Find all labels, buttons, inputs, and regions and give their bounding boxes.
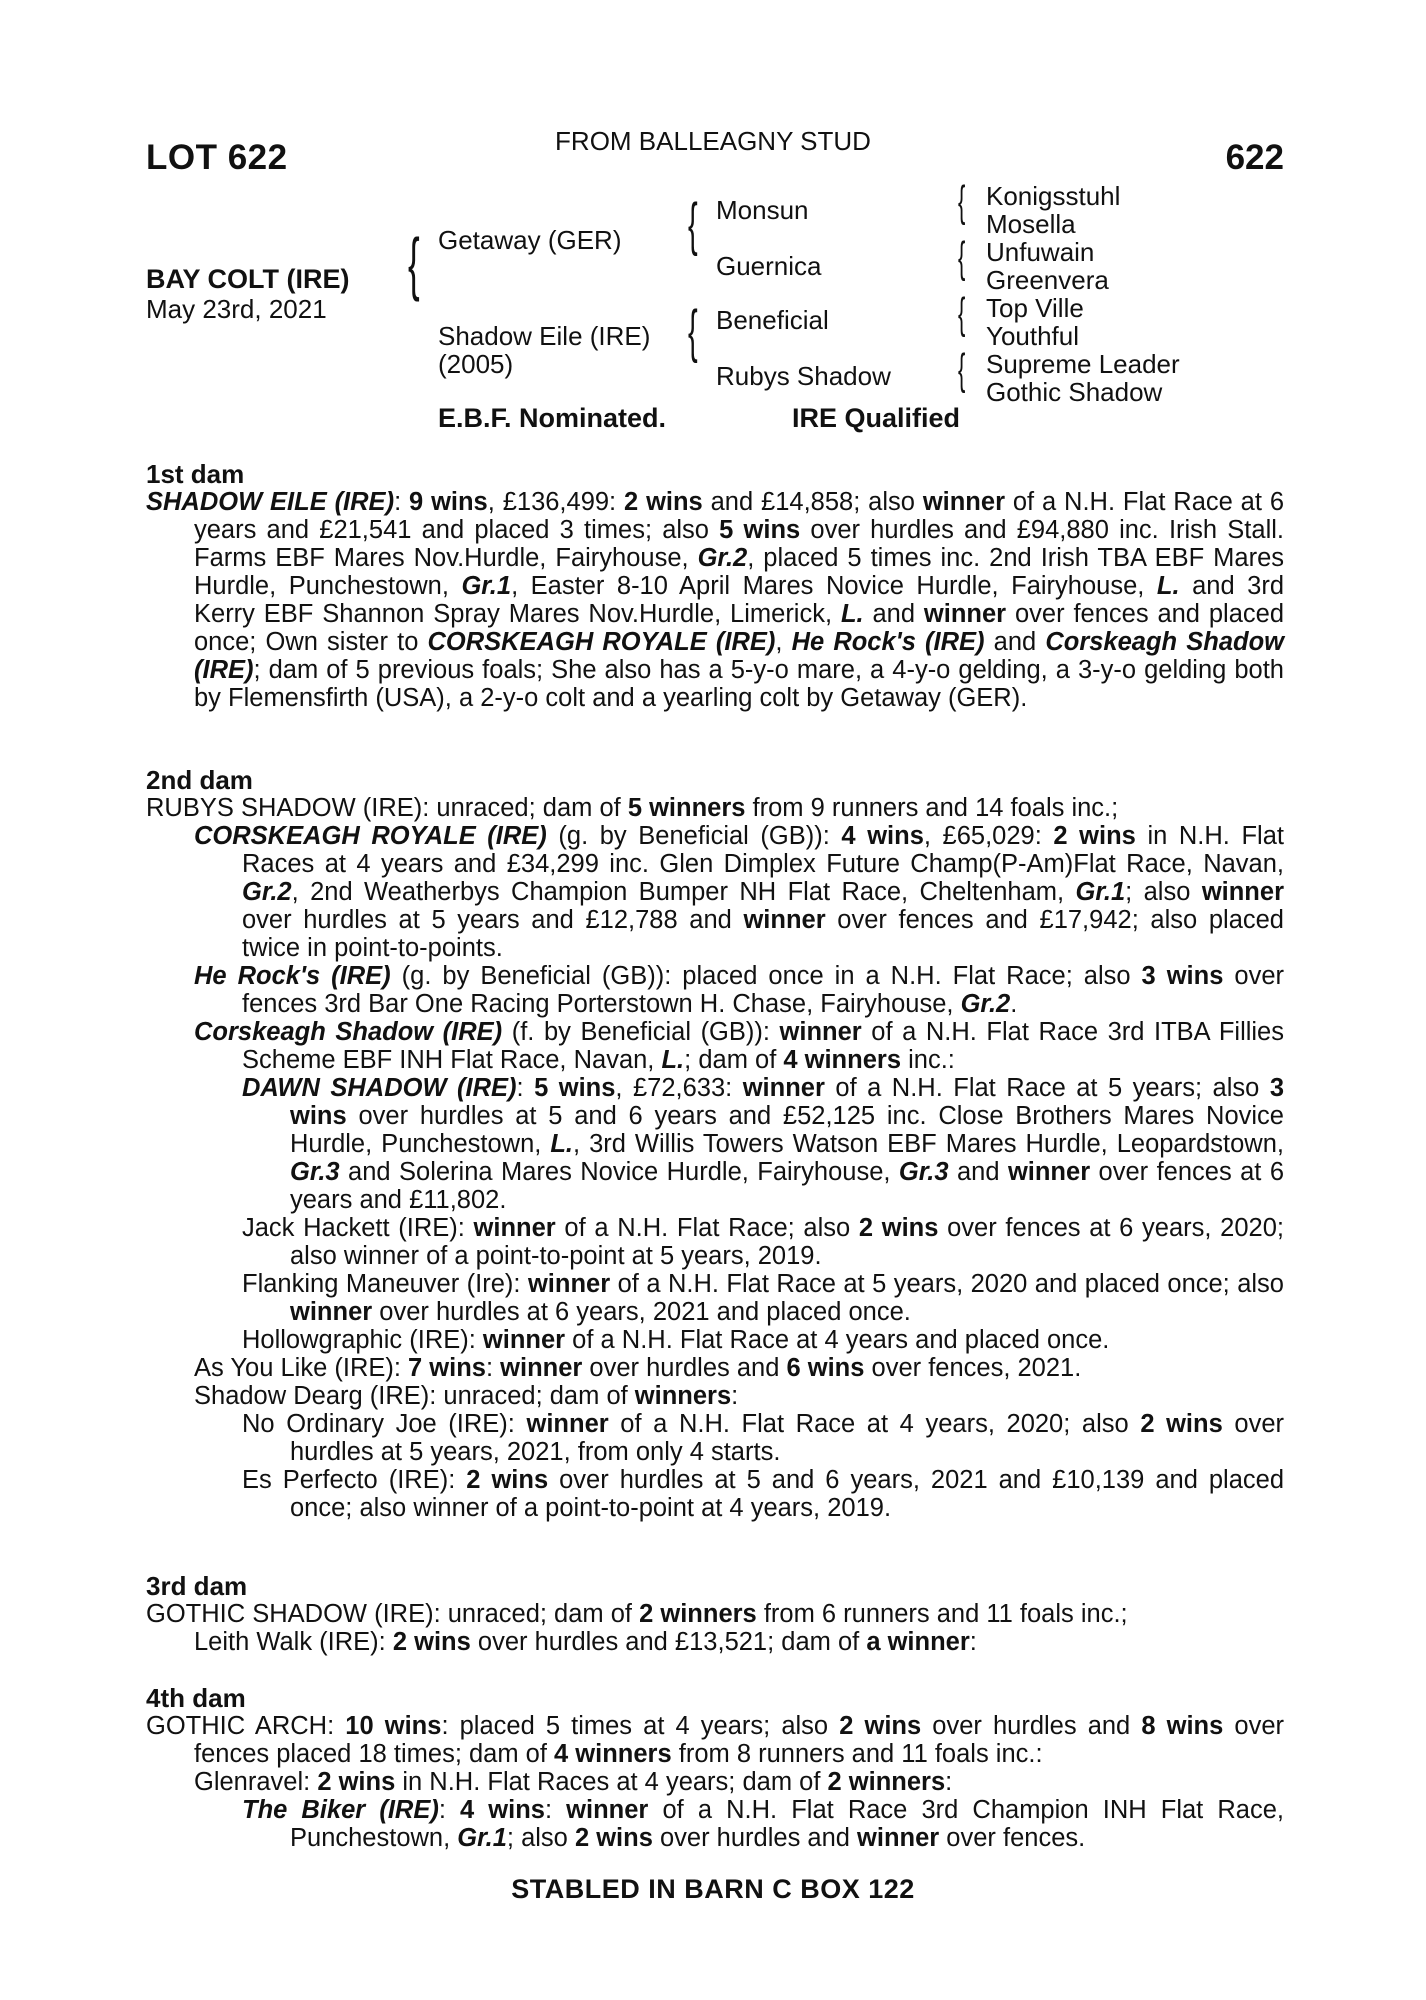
dam3-offspring-leith-walk: Leith Walk (IRE): 2 wins over hurdles and £13,521; dam of a winner: (194, 1628, 977, 1656)
dam2-grand-hollowgraphic: Hollowgraphic (IRE): winner of a N.H. Flat Race at 4 years and placed once. (242, 1326, 1110, 1354)
dam2-section (146, 766, 1284, 1522)
dam3-intro: GOTHIC SHADOW (IRE): unraced; dam of 2 winners from 6 runners and 11 foals inc.; (146, 1600, 1128, 1628)
dam2-grand-es-perfecto: Es Perfecto (IRE): 2 wins over hurdles at 5 and 6 years, 2021 and £10,139 and placed once; also winner of a point-to-point at 4 years, 2019. (242, 1466, 1285, 1522)
dam2-grand-dawn-shadow: DAWN SHADOW (IRE): 5 wins, £72,633: winner of a N.H. Flat Race at 5 years; also 3 wins over hurdles at 5 and 6 years and £52,125 inc. Close Brothers Mares Novice Hurdle, Punchestown, L., 3rd Willis Towers Watson EBF Mares Hurdle, Leopardstown, Gr.3 and Solerina Mares Novice Hurdle, Fairyhouse, Gr.3 and winner over fences at 6 years and £11,802. (242, 1074, 1284, 1214)
dam2-offspring-corskeagh-royale: CORSKEAGH ROYALE (IRE) (g. by Beneficial (GB)): 4 wins, £65,029: 2 wins in N.H. Flat Races at 4 years and £34,299 inc. Glen Dimplex Future Champ(P-Am)Flat Race, Navan, Gr.2, 2nd Weatherbys Champion Bumper NH Flat Race, Cheltenham, Gr.1; also winner over hurdles at 5 years and £12,788 and winner over fences and £17,942; also placed twice in point-to-points. (194, 822, 1284, 962)
horse-foaled: May 23rd, 2021 (146, 294, 327, 324)
dam3-section (146, 1572, 1284, 1656)
dam2-offspring-he-rocks: He Rock's (IRE) (g. by Beneficial (GB)): placed once in a N.H. Flat Race; also 3 wins over fences 3rd Bar One Racing Porterstown H. Chase, Fairyhouse, Gr.2. (194, 962, 1284, 1018)
consignor: FROM BALLEAGNY STUD (555, 126, 871, 156)
dam1-text: SHADOW EILE (IRE): 9 wins, £136,499: 2 wins and £14,858; also winner of a N.H. Flat Race at 6 years and £21,541 and placed 3 times; also 5 wins over hurdles and £94,880 inc. Irish Stall. Farms EBF Mares Nov.Hurdle, Fairyhouse, Gr.2, placed 5 times inc. 2nd Irish TBA EBF Mares Hurdle, Punchestown, Gr.1, Easter 8-10 April Mares Novice Hurdle, Fairyhouse, L. and 3rd Kerry EBF Shannon Spray Mares Nov.Hurdle, Limerick, L. and winner over fences and placed once; Own sister to CORSKEAGH ROYALE (IRE), He Rock's (IRE) and Corskeagh Shadow (IRE); dam of 5 previous foals; She also has a 5-y-o mare, a 4-y-o gelding, a 3-y-o gelding both by Flemensfirth (USA), a 2-y-o colt and a yearling colt by Getaway (GER). (146, 488, 1285, 712)
dam1-heading: 1st dam (146, 459, 245, 489)
pedigree-dam-year: (2005) (438, 349, 514, 379)
pedigree-ds-sire: Top Ville (986, 293, 1084, 323)
dam2-heading: 2nd dam (146, 765, 253, 795)
pedigree-sire: Getaway (GER) (438, 225, 622, 255)
dam4-offspring-glenravel: Glenravel: 2 wins in N.H. Flat Races at 4 years; dam of 2 winners: (194, 1768, 953, 1796)
pedigree-brace-main: { (408, 224, 420, 302)
dam2-grand-jack-hackett: Jack Hackett (IRE): winner of a N.H. Flat Race; also 2 wins over fences at 6 years, 2020; also winner of a point-to-point at 5 years, 2019. (242, 1214, 1284, 1270)
horse-description: BAY COLT (IRE) (146, 264, 350, 294)
pedigree-ss-dam: Mosella (986, 209, 1076, 239)
pedigree-brace-dam: { (688, 299, 698, 364)
pedigree-sd-sire: Unfuwain (986, 237, 1095, 267)
pedigree-ss-sire: Konigsstuhl (986, 181, 1121, 211)
dam2-grand-flanking-maneuver: Flanking Maneuver (Ire): winner of a N.H. Flat Race at 5 years, 2020 and placed once; also winner over hurdles at 6 years, 2021 and placed once. (242, 1270, 1284, 1326)
dam2-grand-no-ordinary-joe: No Ordinary Joe (IRE): winner of a N.H. Flat Race at 4 years, 2020; also 2 wins over hurdles at 5 years, 2021, from only 4 starts. (242, 1410, 1284, 1466)
stabling-info: STABLED IN BARN C BOX 122 (511, 1874, 915, 1904)
pedigree-ds-dam: Youthful (986, 321, 1080, 351)
dam4-grand-the-biker: The Biker (IRE): 4 wins: winner of a N.H. Flat Race 3rd Champion INH Flat Race, Punchestown, Gr.1; also 2 wins over hurdles and winner over fences. (242, 1796, 1284, 1852)
pedigree-brace-dd: { (958, 345, 966, 394)
pedigree-brace-sd: { (958, 233, 966, 282)
dam2-intro: RUBYS SHADOW (IRE): unraced; dam of 5 winners from 9 runners and 14 foals inc.; (146, 794, 1119, 822)
pedigree-dd-dam: Gothic Shadow (986, 377, 1163, 407)
dam2-offspring-shadow-dearg: Shadow Dearg (IRE): unraced; dam of winners: (194, 1382, 739, 1410)
pedigree-dam: Shadow Eile (IRE) (438, 321, 651, 351)
pedigree-dam-dam: Rubys Shadow (716, 361, 891, 391)
dam3-heading: 3rd dam (146, 1571, 248, 1601)
pedigree-brace-ss: { (958, 177, 966, 226)
ire-badge: IRE Qualified (792, 403, 961, 433)
dam2-offspring-corskeagh-shadow: Corskeagh Shadow (IRE) (f. by Beneficial (GB)): winner of a N.H. Flat Race 3rd ITBA Fillies Scheme EBF INH Flat Race, Navan, L.; dam of 4 winners inc.: (194, 1018, 1284, 1074)
pedigree-brace-ds: { (958, 289, 966, 338)
ebf-badge: E.B.F. Nominated. (438, 403, 667, 433)
dam2-offspring-as-you-like: As You Like (IRE): 7 wins: winner over hurdles and 6 wins over fences, 2021. (194, 1354, 1082, 1382)
dam4-section (146, 1684, 1284, 1852)
pedigree-brace-sire: { (688, 192, 698, 257)
pedigree-dd-sire: Supreme Leader (986, 349, 1180, 379)
lot-label: LOT 622 (146, 138, 288, 177)
dam4-heading: 4th dam (146, 1683, 246, 1713)
dam1-section (146, 460, 1284, 712)
pedigree-dam-sire: Beneficial (716, 305, 829, 335)
pedigree-sire-sire: Monsun (716, 195, 809, 225)
lot-number: 622 (1225, 138, 1284, 177)
pedigree-sire-dam: Guernica (716, 251, 822, 281)
pedigree-sd-dam: Greenvera (986, 265, 1109, 295)
dam4-intro: GOTHIC ARCH: 10 wins: placed 5 times at 4 years; also 2 wins over hurdles and 8 wins over fences placed 18 times; dam of 4 winners from 8 runners and 11 foals inc.: (146, 1712, 1285, 1768)
